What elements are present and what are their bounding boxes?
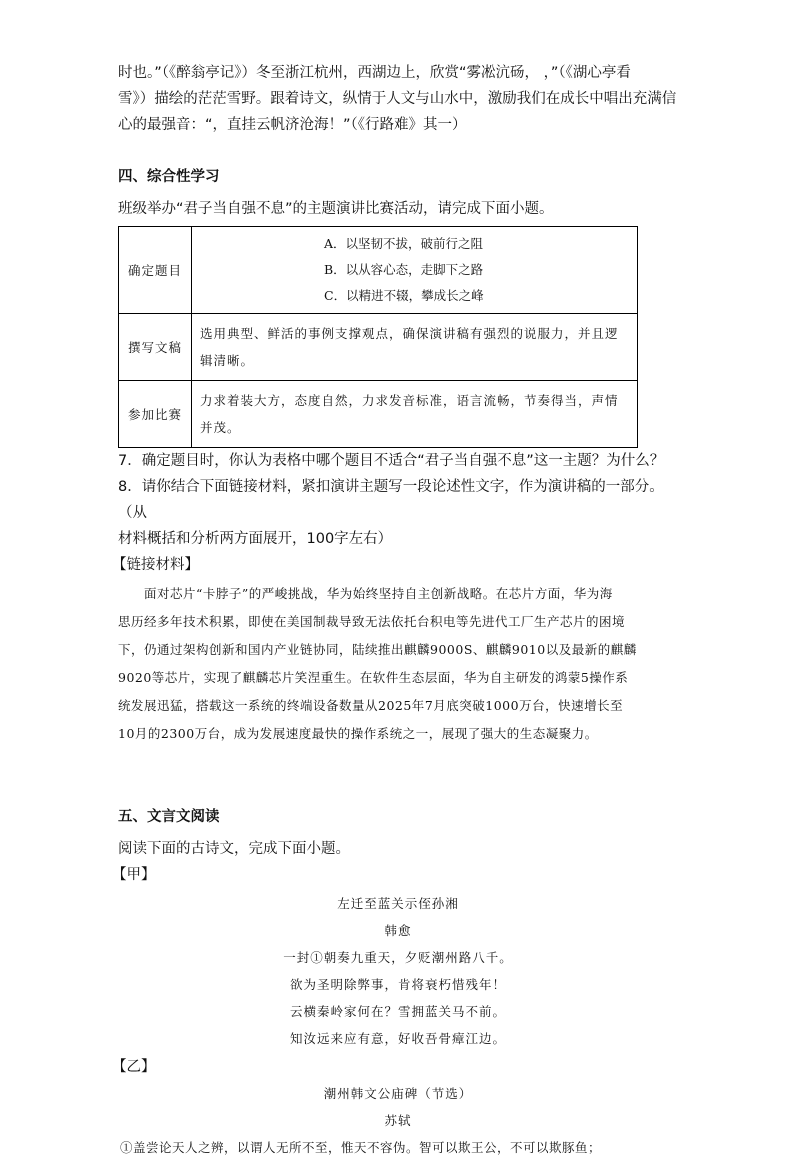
intro-line-3: 心的最强音：“，直挂云帆济沧海！”（《行路难》其一）: [118, 117, 467, 133]
poem-author: 韩愈: [384, 923, 412, 938]
contest-text: 力求着装大方，态度自然，力求发音标准，语言流畅，节奏得当，声情并茂。: [200, 393, 619, 435]
row-label-contest: 参加比赛: [119, 381, 192, 448]
question-8-line-1: 8．请你结合下面链接材料，紧扣演讲主题写一段论述性文字，作为演讲稿的一部分。（从: [118, 479, 664, 521]
poem-title: 左迁至蓝关示侄孙湘: [337, 896, 459, 911]
question-8-line-2: 材料概括和分析两方面展开，100字左右）: [118, 531, 393, 547]
section-4-instruction: 班级举办“君子当自强不息”的主题演讲比赛活动，请完成下面小题。: [118, 201, 554, 217]
activity-table: [118, 226, 638, 448]
material-line: 10月的2300万台，成为发展速度最快的操作系统之一，展现了强大的生态凝聚力。: [118, 726, 598, 741]
table-row: [119, 227, 638, 314]
material-line: 面对芯片“卡脖子”的严峻挑战，华为始终坚持自主创新战略。在芯片方面，华为海: [118, 586, 613, 601]
row-label-writing: 撰写文稿: [119, 314, 192, 381]
poem-line: 欲为圣明除弊事，肯将衰朽惜残年！: [289, 977, 506, 992]
material-line: 9020等芯片，实现了麒麟芯片笑涅重生。在软件生态层面，华为自主研发的鸿蒙5操作系: [118, 670, 629, 685]
section-4-title: 四、综合性学习: [118, 169, 220, 185]
intro-paragraph: [118, 60, 678, 138]
option-c: C．以精进不辍，攀成长之峰: [324, 288, 484, 303]
writing-text: 选用典型、鲜活的事例支撑观点，确保演讲稿有强烈的说服力，并且逻辑清晰。: [200, 326, 619, 368]
table-row: [119, 314, 638, 381]
essay-title: 潮州韩文公庙碑（节选）: [323, 1086, 473, 1101]
material-label: 【链接材料】: [112, 557, 199, 573]
option-b: B．以从容心态，走脚下之路: [324, 262, 484, 277]
row-label-topic: 确定题目: [119, 227, 192, 314]
document-page: [112, 60, 678, 1162]
contest-cell: [192, 381, 638, 448]
writing-cell: [192, 314, 638, 381]
option-a: A．以坚韧不拔，破前行之阻: [324, 236, 484, 251]
poem-line: 一封①朝奏九重天，夕贬潮州路八千。: [283, 950, 513, 965]
essay-block: [118, 1080, 678, 1162]
poem-block: [118, 890, 678, 1052]
poem-line: 云横秦岭家何在？雪拥蓝关马不前。: [289, 1004, 506, 1019]
material-line: 下，仍通过架构创新和国内产业链协同，陆续推出麒麟9000S、麒麟9010以及最新的麒麟: [118, 642, 637, 657]
jia-label: 【甲】: [112, 867, 156, 883]
yi-label: 【乙】: [112, 1059, 156, 1075]
table-row: [119, 381, 638, 448]
section-5-title: 五、文言文阅读: [118, 809, 220, 825]
section-5-instruction: 阅读下面的古诗文，完成下面小题。: [118, 841, 350, 857]
intro-line-1: 时也。”（《醉翁亭记》）冬至浙江杭州，西湖边上，欣赏“雾凇沆砀， ，”（《湖心亭看: [118, 65, 631, 81]
essay-author: 苏轼: [384, 1113, 412, 1128]
essay-line: ①盖尝论天人之辨，以谓人无所不至，惟天不容伪。智可以欺王公，不可以欺豚鱼；: [120, 1140, 602, 1155]
link-material: [118, 580, 678, 748]
intro-line-2: 雪》）描绘的茫茫雪野。跟着诗文，纵情于人文与山水中，激励我们在成长中唱出充满信: [118, 91, 677, 107]
poem-line: 知汝远来应有意，好收吾骨瘴江边。: [289, 1031, 506, 1046]
material-line: 思历经多年技术积累，即使在美国制裁导致无法依托台积电等先进代工厂生产芯片的困境: [118, 614, 626, 629]
topic-options-cell: [192, 227, 638, 314]
question-7: 7．确定题目时，你认为表格中哪个题目不适合“君子当自强不息”这一主题？为什么？: [118, 453, 665, 469]
material-line: 统发展迅猛，搭载这一系统的终端设备数量从2025年7月底突破1000万台，快速增长至: [118, 698, 624, 713]
